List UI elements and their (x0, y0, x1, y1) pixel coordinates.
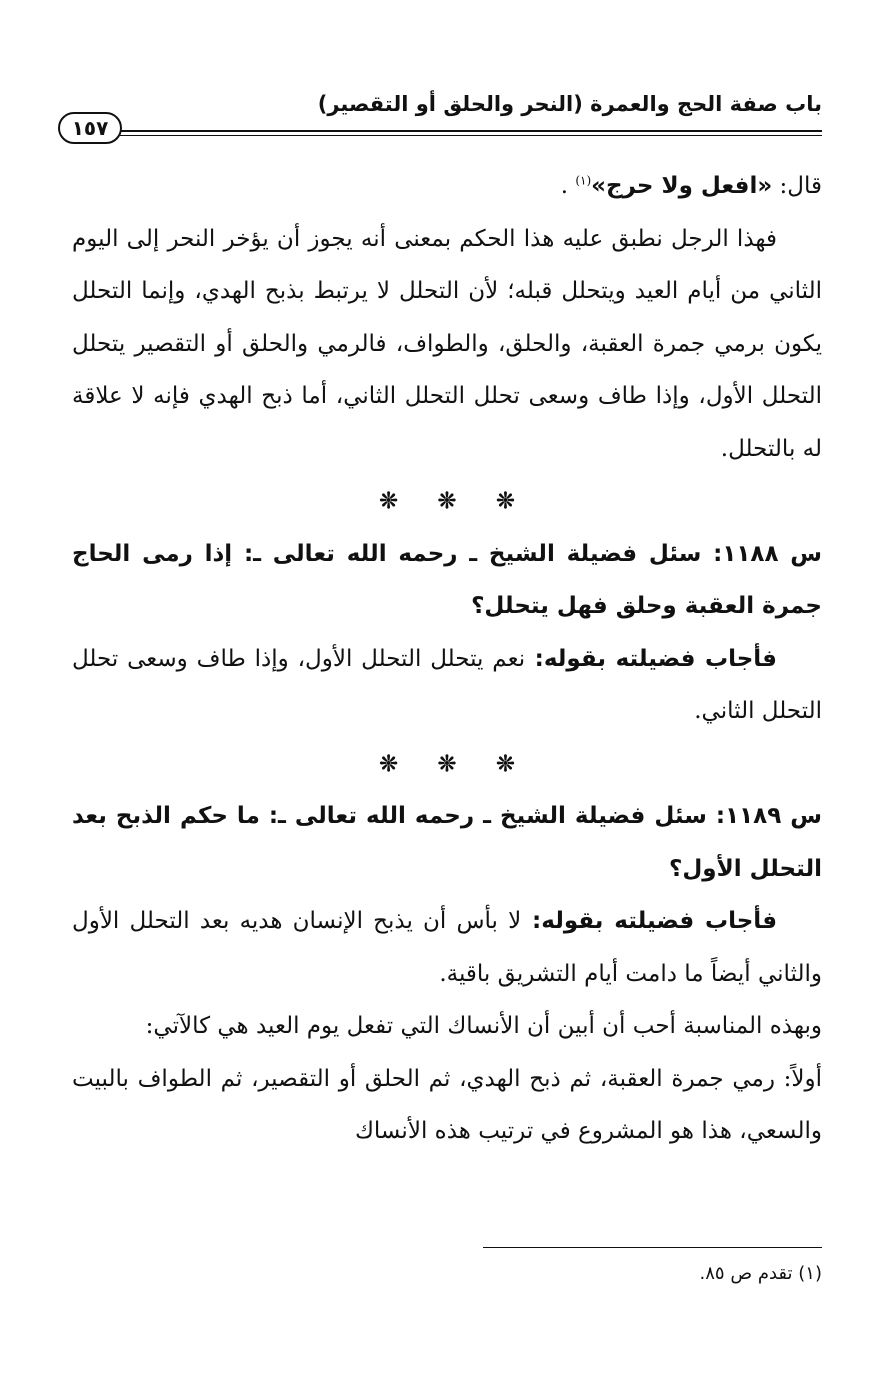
asterism-icon: ❊ (496, 750, 515, 777)
question-1189: س ١١٨٩: سئل فضيلة الشيخ ـ رحمه الله تعالى ـ: ما حكم الذبح بعد التحلل الأول؟ (72, 803, 822, 882)
asterism-icon: ❊ (437, 750, 457, 777)
section-separator (72, 738, 822, 791)
answer-1188 (72, 633, 822, 738)
chapter-title: باب صفة الحج والعمرة (النحر والحلق أو التقصير) (317, 92, 822, 116)
answer-1189 (72, 895, 822, 1000)
section-separator (72, 475, 822, 528)
footnote-ref: (١) (575, 173, 592, 188)
answer-text: لا بأس أن يذبح الإنسان هديه بعد التحلل الأول والثاني أيضاً ما دامت أيام التشريق باقية. (72, 908, 822, 987)
asterism-icon: ❊ (496, 488, 515, 514)
quote-intro: قال: (772, 173, 822, 199)
page-number: ١٥٧ (58, 112, 122, 144)
quote-end: . (560, 173, 576, 199)
paragraph-occasion: وبهذه المناسبة أحب أن أبين أن الأنساك التي تفعل يوم العيد هي كالآتي: (145, 1013, 822, 1039)
footnote (700, 1263, 822, 1284)
footnote-rule (483, 1247, 822, 1248)
asterism-icon: ❊ (437, 488, 457, 514)
answer-lead: فأجاب فضيلته بقوله: (521, 908, 777, 934)
paragraph-explanation: فهذا الرجل نطبق عليه هذا الحكم بمعنى أنه يجوز أن يؤخر النحر إلى اليوم الثاني من أيام العيد ويتحلل قبله؛ لأن التحلل لا يرتبط بذبح الهدي، وإنما التحلل يكون برمي جمرة العقبة، والحلق، والطواف، فالرمي والحلق أو التقصير يتحلل التحلل الأول، وإذا طاف وسعى تحلل التحلل الثاني، أما ذبح الهدي فإنه لا علاقة له بالتحلل. (72, 225, 822, 462)
footnote-text: تقدم ص ٨٥. (699, 1263, 793, 1284)
answer-lead: فأجاب فضيلته بقوله: (525, 645, 777, 672)
page-body (72, 160, 822, 1158)
running-header (58, 92, 822, 152)
asterism-icon: ❊ (379, 488, 398, 514)
paragraph-quote (72, 160, 822, 213)
answer-text: نعم يتحلل التحلل الأول، وإذا طاف وسعى تحلل التحلل الثاني. (72, 645, 822, 724)
header-rule (120, 130, 822, 132)
hadith-quote: «افعل ولا حرج» (591, 173, 773, 199)
header-rule (120, 135, 822, 136)
asterism-icon: ❊ (379, 750, 398, 777)
question-1188: س ١١٨٨: سئل فضيلة الشيخ ـ رحمه الله تعالى ـ: إذا رمى الحاج جمرة العقبة وحلق فهل يتحلل؟ (72, 540, 822, 619)
footnote-number: (١) (798, 1263, 822, 1284)
paragraph-first-rite: أولاً: رمي جمرة العقبة، ثم ذبح الهدي، ثم الحلق أو التقصير، ثم الطواف بالبيت والسعي، هذا هو المشروع في ترتيب هذه الأنساك (72, 1065, 822, 1144)
